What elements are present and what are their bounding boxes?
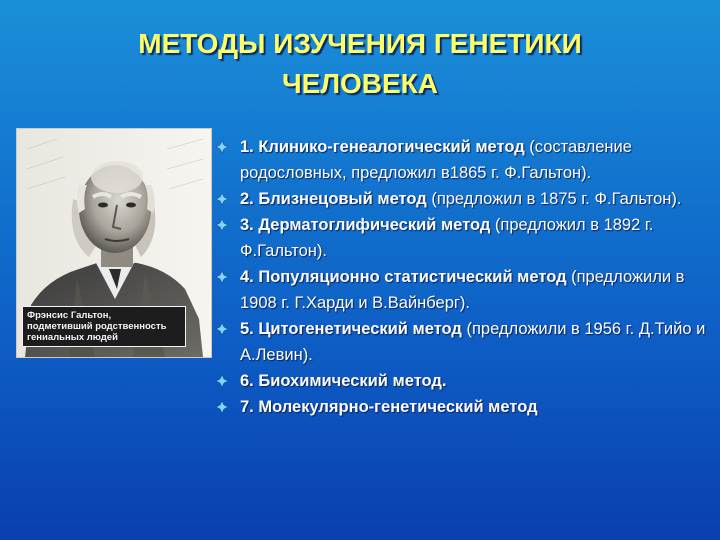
slide-title-line-2: ЧЕЛОВЕКА bbox=[282, 68, 438, 99]
bullet-diamond-icon bbox=[216, 271, 228, 283]
bullet-diamond-icon bbox=[216, 219, 228, 231]
method-details: (предложил в 1892 г. Ф.Гальтон). bbox=[240, 216, 654, 260]
method-name: 5. Цитогенетический метод bbox=[240, 320, 462, 338]
portrait-caption-line-3: гениальных людей bbox=[27, 332, 118, 343]
bullet-diamond-icon bbox=[216, 323, 228, 335]
bullet-diamond-icon bbox=[216, 375, 228, 387]
method-item-2 bbox=[212, 186, 708, 212]
portrait-caption-line-1: Фрэнсис Гальтон, bbox=[27, 310, 112, 321]
method-name: 3. Дерматоглифический метод bbox=[240, 216, 491, 234]
method-item-4 bbox=[212, 264, 708, 316]
portrait-caption-line-2: подметивший родственность bbox=[27, 321, 167, 332]
method-name: 1. Клинико-генеалогический метод bbox=[240, 138, 525, 156]
method-item-6 bbox=[212, 368, 708, 394]
method-item-7 bbox=[212, 394, 708, 420]
slide-title bbox=[0, 24, 720, 104]
bullet-diamond-icon bbox=[216, 193, 228, 205]
method-details: (составление родословных, предложил в1865 г. Ф.Гальтон). bbox=[240, 138, 632, 182]
method-details: (предложили в 1956 г. Д.Тийо и А.Левин). bbox=[240, 320, 706, 364]
method-item-5 bbox=[212, 316, 708, 368]
method-item-1 bbox=[212, 134, 708, 186]
method-name: 7. Молекулярно-генетический метод bbox=[240, 398, 538, 416]
method-name: 6. Биохимический метод. bbox=[240, 372, 447, 390]
bullet-diamond-icon bbox=[216, 141, 228, 153]
method-name: 2. Близнецовый метод bbox=[240, 190, 427, 208]
slide-title-line-1: МЕТОДЫ ИЗУЧЕНИЯ ГЕНЕТИКИ bbox=[138, 28, 582, 59]
methods-list bbox=[212, 134, 708, 420]
method-item-3 bbox=[212, 212, 708, 264]
method-name: 4. Популяционно статистический метод bbox=[240, 268, 567, 286]
method-details: (предложили в 1908 г. Г.Харди и В.Вайнберг). bbox=[240, 268, 685, 312]
bullet-diamond-icon bbox=[216, 401, 228, 413]
portrait-caption bbox=[22, 306, 186, 347]
method-details: (предложил в 1875 г. Ф.Гальтон). bbox=[426, 190, 682, 208]
